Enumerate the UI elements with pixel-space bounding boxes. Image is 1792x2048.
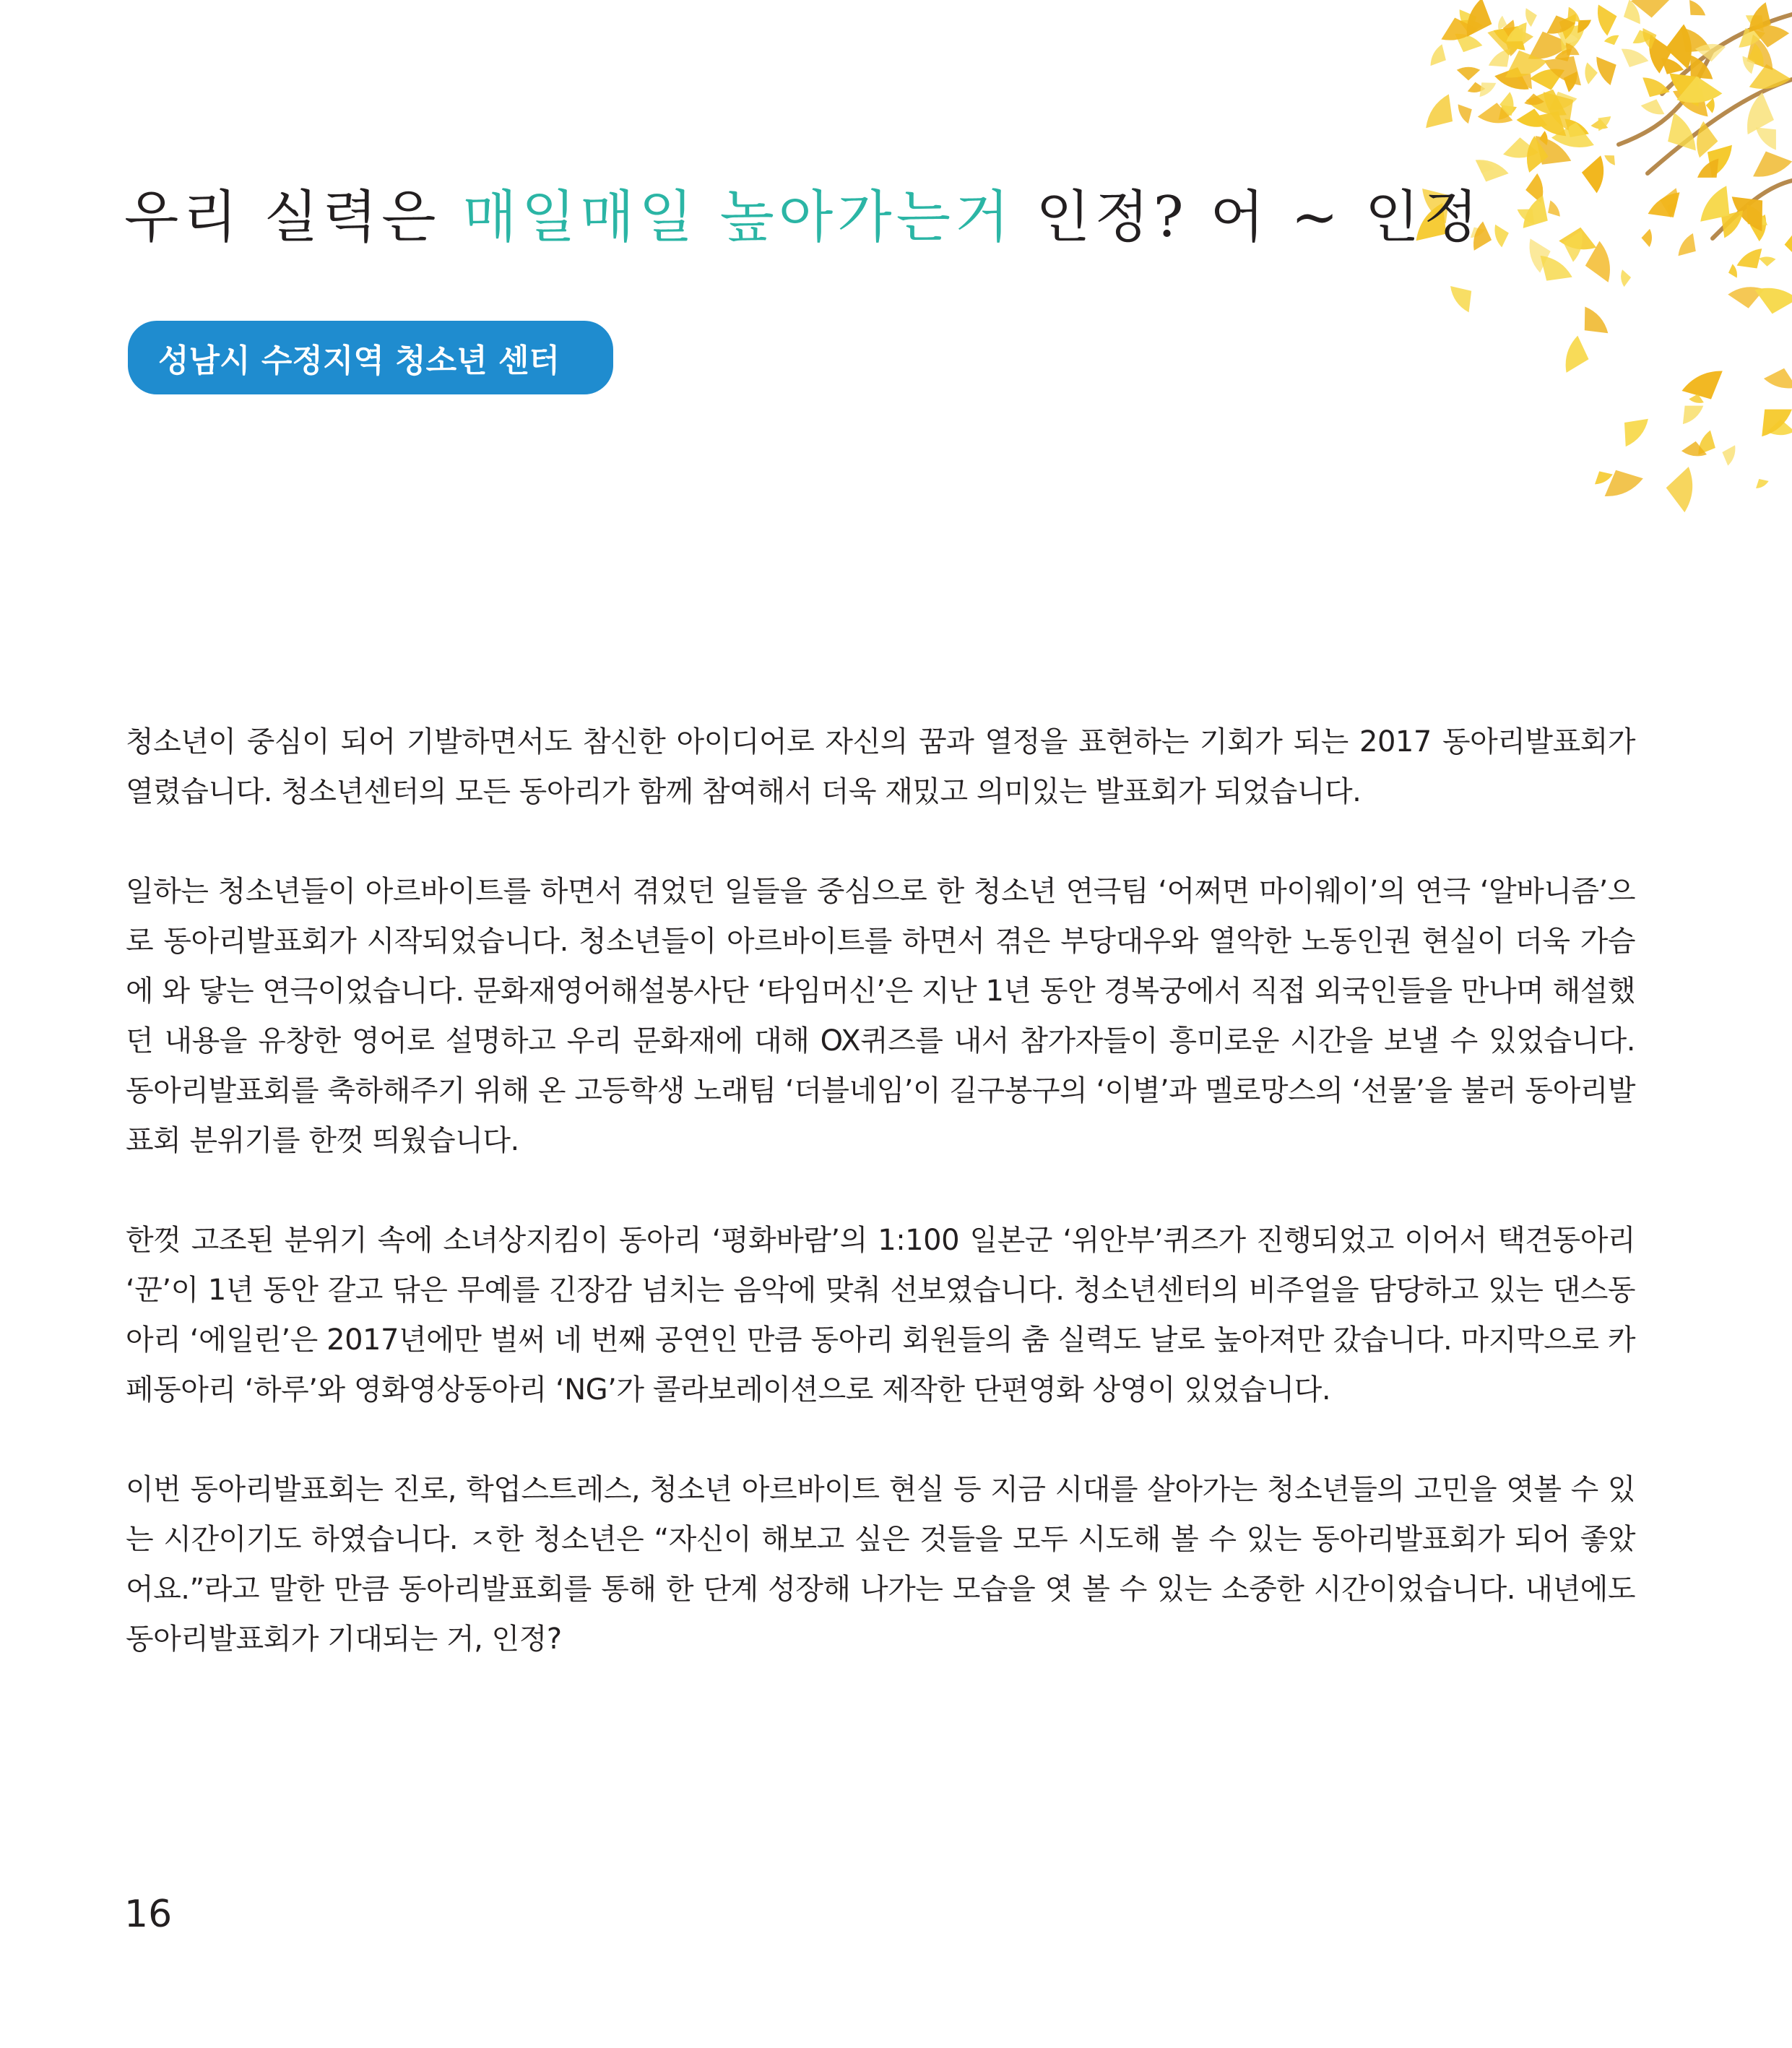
paragraph: 청소년이 중심이 되어 기발하면서도 참신한 아이디어로 자신의 꿈과 열정을 표현하는 기회가 되는 2017 동아리발표회가 열렸습니다. 청소년센터의 모든 동아리가 함께 참여해서 더욱 재밌고 의미있는 발표회가 되었습니다. xyxy=(126,725,1635,808)
page-number: 16 xyxy=(124,1893,173,1936)
title-part-2: 인정? 어 ~ 인정 xyxy=(1013,185,1483,250)
paragraph: 이번 동아리발표회는 진로, 학업스트레스, 청소년 아르바이트 현실 등 지금 시대를 살아가는 청소년들의 고민을 엿볼 수 있는 시간이기도 하였습니다. ㅈ한 청소년은 “자신이 해보고 싶은 것들을 모두 시도해 볼 수 있는 동아리발표회가 되어 좋았어요.”라고 말한 만큼 동아리발표회를 통해 한 단계 성장해 나가는 모습을 엿 볼 수 있는 소중한 시간이었습니다. 내년에도 동아리발표회가 기대되는 거, 인정? xyxy=(126,1473,1635,1656)
paragraph: 일하는 청소년들이 아르바이트를 하면서 겪었던 일들을 중심으로 한 청소년 연극팀 ‘어쩌면 마이웨이’의 연극 ‘알바니즘’으로 동아리발표회가 시작되었습니다. 청소년들이 아르바이트를 하면서 겪은 부당대우와 열악한 노동인권 현실이 더욱 가슴에 와 닿는 연극이었습니다. 문화재영어해설봉사단 ‘타임머신’은 지난 1년 동안 경복궁에서 직접 외국인들을 만나며 해설했던 내용을 유창한 영어로 설명하고 우리 문화재에 대해 OX퀴즈를 내서 참가자들이 흥미로운 시간을 보낼 수 있었습니다. 동아리발표회를 축하해주기 위해 온 고등학생 노래팀 ‘더블네임’이 길구봉구의 ‘이별’과 멜로망스의 ‘선물’을 불러 동아리발표회 분위기를 한껏 띄웠습니다. xyxy=(126,875,1635,1157)
title-accent: 매일매일 높아가는거 xyxy=(462,185,1014,250)
title-part-1: 우리 실력은 xyxy=(124,185,463,250)
organization-badge-label: 성남시 수정지역 청소년 센터 xyxy=(158,342,560,379)
article-body xyxy=(126,717,1635,1714)
ginkgo-leaves-icon xyxy=(1402,0,1792,549)
paragraph: 한껏 고조된 분위기 속에 소녀상지킴이 동아리 ‘평화바람’의 1:100 일본군 ‘위안부’퀴즈가 진행되었고 이어서 택견동아리 ‘꾼’이 1년 동안 갈고 닦은 무예를 긴장감 넘치는 음악에 맞춰 선보였습니다. 청소년센터의 비주얼을 담당하고 있는 댄스동아리 ‘에일린’은 2017년에만 벌써 네 번째 공연인 만큼 동아리 회원들의 춤 실력도 날로 높아져만 갔습니다. 마지막으로 카페동아리 ‘하루’와 영화영상동아리 ‘NG’가 콜라보레이션으로 제작한 단편영화 상영이 있었습니다. xyxy=(126,1224,1635,1407)
organization-badge xyxy=(128,321,613,394)
page-title xyxy=(124,184,1482,252)
